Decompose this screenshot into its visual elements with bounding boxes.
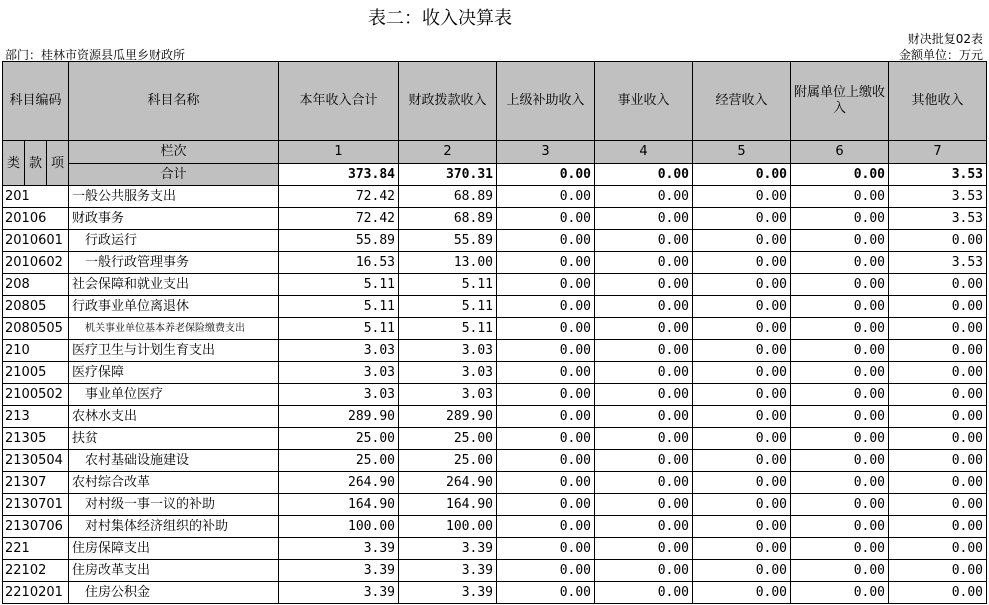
value-cell: 0.00 [791,516,889,538]
value-cell: 25.00 [279,428,399,450]
subject-code-cell: 2130706 [3,516,69,538]
total-cell: 0.00 [497,163,595,186]
value-cell: 0.00 [791,230,889,252]
subject-code-cell: 2210201 [3,582,69,604]
subject-name-cell: 事业单位医疗 [69,384,279,406]
value-cell: 0.00 [497,472,595,494]
value-cell: 0.00 [497,560,595,582]
value-cell: 0.00 [497,450,595,472]
value-cell: 55.89 [279,230,399,252]
page-title: 表二：收入决算表 [368,8,512,29]
value-cell: 0.00 [595,296,693,318]
form-code: 财决批复02表 [907,32,983,46]
value-cell: 0.00 [595,450,693,472]
value-cell: 289.90 [399,406,497,428]
value-cell: 72.42 [279,186,399,208]
value-cell: 0.00 [889,560,987,582]
value-cell: 0.00 [497,296,595,318]
header-col-1: 本年收入合计 [279,62,399,141]
total-cell: 0.00 [693,163,791,186]
value-cell: 0.00 [889,318,987,340]
department-label: 部门：桂林市资源县瓜里乡财政所 [5,48,186,62]
value-cell: 72.42 [279,208,399,230]
table-row [3,538,987,560]
subject-code-cell: 2010602 [3,252,69,274]
value-cell: 0.00 [693,494,791,516]
total-cell: 0.00 [595,163,693,186]
value-cell: 0.00 [595,230,693,252]
table-row [3,340,987,362]
value-cell: 0.00 [791,472,889,494]
value-cell: 0.00 [889,362,987,384]
subject-code-cell: 20805 [3,296,69,318]
value-cell: 3.03 [399,340,497,362]
value-cell: 0.00 [693,318,791,340]
value-cell: 68.89 [399,186,497,208]
value-cell: 0.00 [791,538,889,560]
table-row [3,428,987,450]
value-cell: 100.00 [399,516,497,538]
value-cell: 0.00 [791,582,889,604]
value-cell: 0.00 [497,318,595,340]
subject-code-cell: 221 [3,538,69,560]
total-cell: 3.53 [889,163,987,186]
col-num-3: 3 [497,141,595,164]
value-cell: 0.00 [595,406,693,428]
value-cell: 3.53 [889,186,987,208]
table-row [3,494,987,516]
subject-code-cell: 201 [3,186,69,208]
header-col-2: 财政拨款收入 [399,62,497,141]
subject-name-cell: 医疗保障 [69,362,279,384]
table-row [3,450,987,472]
subject-name-cell: 住房改革支出 [69,560,279,582]
value-cell: 25.00 [399,428,497,450]
value-cell: 0.00 [889,516,987,538]
subject-name-cell: 农村基础设施建设 [69,450,279,472]
value-cell: 3.39 [279,560,399,582]
value-cell: 5.11 [279,318,399,340]
header-col-6: 附属单位上缴收入 [791,62,889,141]
value-cell: 0.00 [791,362,889,384]
value-cell: 25.00 [399,450,497,472]
value-cell: 0.00 [693,274,791,296]
col-num-4: 4 [595,141,693,164]
value-cell: 0.00 [889,582,987,604]
subject-name-cell: 医疗卫生与计划生育支出 [69,340,279,362]
value-cell: 0.00 [693,252,791,274]
value-cell: 0.00 [693,384,791,406]
header-col-5: 经营收入 [693,62,791,141]
subject-code-cell: 21305 [3,428,69,450]
total-label: 合计 [69,163,279,186]
subject-code-cell: 2100502 [3,384,69,406]
value-cell: 0.00 [889,494,987,516]
value-cell: 0.00 [595,318,693,340]
value-cell: 13.00 [399,252,497,274]
header-col-7: 其他收入 [889,62,987,141]
value-cell: 0.00 [595,538,693,560]
table-row [3,274,987,296]
value-cell: 3.39 [399,560,497,582]
value-cell: 0.00 [497,494,595,516]
value-cell: 5.11 [399,296,497,318]
value-cell: 0.00 [791,406,889,428]
income-table [2,61,987,604]
header-col-4: 事业收入 [595,62,693,141]
col-num-7: 7 [889,141,987,164]
table-row [3,252,987,274]
subject-name-cell: 行政事业单位离退休 [69,296,279,318]
subject-name-cell: 行政运行 [69,230,279,252]
subject-name-cell: 社会保障和就业支出 [69,274,279,296]
header-lanci: 栏次 [69,141,279,164]
value-cell: 5.11 [279,296,399,318]
value-cell: 0.00 [595,274,693,296]
table-row [3,472,987,494]
value-cell: 0.00 [595,340,693,362]
value-cell: 0.00 [791,186,889,208]
value-cell: 5.11 [279,274,399,296]
total-cell: 0.00 [791,163,889,186]
subject-code-cell: 20106 [3,208,69,230]
header-lei: 类 [3,141,25,186]
unit-label: 金额单位：万元 [898,48,983,62]
value-cell: 264.90 [399,472,497,494]
value-cell: 0.00 [497,384,595,406]
table-row [3,384,987,406]
value-cell: 0.00 [889,450,987,472]
value-cell: 0.00 [497,230,595,252]
value-cell: 0.00 [497,516,595,538]
value-cell: 5.11 [399,274,497,296]
value-cell: 0.00 [791,384,889,406]
value-cell: 0.00 [693,362,791,384]
subject-code-cell: 2130701 [3,494,69,516]
value-cell: 0.00 [791,560,889,582]
value-cell: 289.90 [279,406,399,428]
value-cell: 0.00 [889,406,987,428]
value-cell: 0.00 [595,494,693,516]
value-cell: 0.00 [693,186,791,208]
value-cell: 0.00 [889,340,987,362]
subject-code-cell: 2130504 [3,450,69,472]
value-cell: 3.03 [279,384,399,406]
value-cell: 0.00 [497,538,595,560]
value-cell: 0.00 [497,428,595,450]
value-cell: 0.00 [595,186,693,208]
subject-name-cell: 对村级一事一议的补助 [69,494,279,516]
value-cell: 5.11 [399,318,497,340]
value-cell: 0.00 [497,252,595,274]
col-num-1: 1 [279,141,399,164]
header-row [3,62,987,141]
value-cell: 0.00 [693,340,791,362]
table-row [3,230,987,252]
value-cell: 3.03 [399,384,497,406]
table-row [3,406,987,428]
value-cell: 0.00 [693,560,791,582]
value-cell: 0.00 [889,384,987,406]
table-row [3,582,987,604]
value-cell: 0.00 [791,450,889,472]
value-cell: 3.39 [399,582,497,604]
value-cell: 264.90 [279,472,399,494]
value-cell: 3.53 [889,208,987,230]
col-num-5: 5 [693,141,791,164]
lanci-row [3,141,987,164]
subject-name-cell: 住房保障支出 [69,538,279,560]
value-cell: 0.00 [497,406,595,428]
value-cell: 0.00 [497,274,595,296]
value-cell: 3.39 [279,538,399,560]
subject-name-cell: 一般行政管理事务 [69,252,279,274]
subject-code-cell: 210 [3,340,69,362]
table-row [3,186,987,208]
value-cell: 0.00 [791,274,889,296]
value-cell: 0.00 [791,428,889,450]
value-cell: 0.00 [497,582,595,604]
subject-name-cell: 农村综合改革 [69,472,279,494]
value-cell: 0.00 [595,582,693,604]
value-cell: 68.89 [399,208,497,230]
header-kuan: 款 [25,141,47,186]
value-cell: 0.00 [889,296,987,318]
value-cell: 3.03 [279,362,399,384]
table-row [3,560,987,582]
table-row [3,516,987,538]
subject-name-cell: 机关事业单位基本养老保险缴费支出 [69,318,279,340]
table-row [3,208,987,230]
value-cell: 0.00 [889,428,987,450]
value-cell: 0.00 [693,428,791,450]
subject-name-cell: 农林水支出 [69,406,279,428]
value-cell: 0.00 [595,560,693,582]
value-cell: 0.00 [791,318,889,340]
header-col-3: 上级补助收入 [497,62,595,141]
value-cell: 0.00 [693,208,791,230]
col-num-2: 2 [399,141,497,164]
header-xiang: 项 [47,141,69,186]
value-cell: 0.00 [791,296,889,318]
value-cell: 0.00 [693,582,791,604]
subject-code-cell: 21005 [3,362,69,384]
col-num-6: 6 [791,141,889,164]
table-row [3,362,987,384]
subject-code-cell: 208 [3,274,69,296]
subject-code-cell: 22102 [3,560,69,582]
value-cell: 0.00 [693,516,791,538]
value-cell: 0.00 [889,274,987,296]
value-cell: 0.00 [595,252,693,274]
subject-name-cell: 扶贫 [69,428,279,450]
value-cell: 0.00 [693,296,791,318]
total-row [3,163,987,186]
subject-name-cell: 一般公共服务支出 [69,186,279,208]
value-cell: 3.53 [889,252,987,274]
table-row [3,318,987,340]
subject-name-cell: 对村集体经济组织的补助 [69,516,279,538]
value-cell: 0.00 [595,516,693,538]
value-cell: 0.00 [595,428,693,450]
value-cell: 0.00 [693,406,791,428]
value-cell: 0.00 [595,472,693,494]
subject-name-cell: 住房公积金 [69,582,279,604]
value-cell: 0.00 [595,208,693,230]
value-cell: 164.90 [279,494,399,516]
value-cell: 25.00 [279,450,399,472]
value-cell: 3.39 [279,582,399,604]
value-cell: 164.90 [399,494,497,516]
value-cell: 0.00 [889,230,987,252]
subject-name-cell: 财政事务 [69,208,279,230]
value-cell: 3.39 [399,538,497,560]
value-cell: 0.00 [889,472,987,494]
subject-code-cell: 2010601 [3,230,69,252]
value-cell: 0.00 [693,472,791,494]
header-subject-code: 科目编码 [3,62,69,141]
value-cell: 0.00 [497,186,595,208]
value-cell: 0.00 [497,340,595,362]
header-subject-name: 科目名称 [69,62,279,141]
value-cell: 0.00 [595,384,693,406]
value-cell: 16.53 [279,252,399,274]
value-cell: 100.00 [279,516,399,538]
table-row [3,296,987,318]
value-cell: 0.00 [791,340,889,362]
value-cell: 55.89 [399,230,497,252]
subject-code-cell: 21307 [3,472,69,494]
value-cell: 3.03 [399,362,497,384]
total-cell: 370.31 [399,163,497,186]
value-cell: 0.00 [693,538,791,560]
value-cell: 0.00 [791,252,889,274]
value-cell: 0.00 [497,362,595,384]
total-cell: 373.84 [279,163,399,186]
value-cell: 0.00 [889,538,987,560]
value-cell: 0.00 [497,208,595,230]
subject-code-cell: 2080505 [3,318,69,340]
value-cell: 0.00 [693,230,791,252]
subject-code-cell: 213 [3,406,69,428]
value-cell: 3.03 [279,340,399,362]
value-cell: 0.00 [791,494,889,516]
value-cell: 0.00 [791,208,889,230]
value-cell: 0.00 [595,362,693,384]
value-cell: 0.00 [693,450,791,472]
